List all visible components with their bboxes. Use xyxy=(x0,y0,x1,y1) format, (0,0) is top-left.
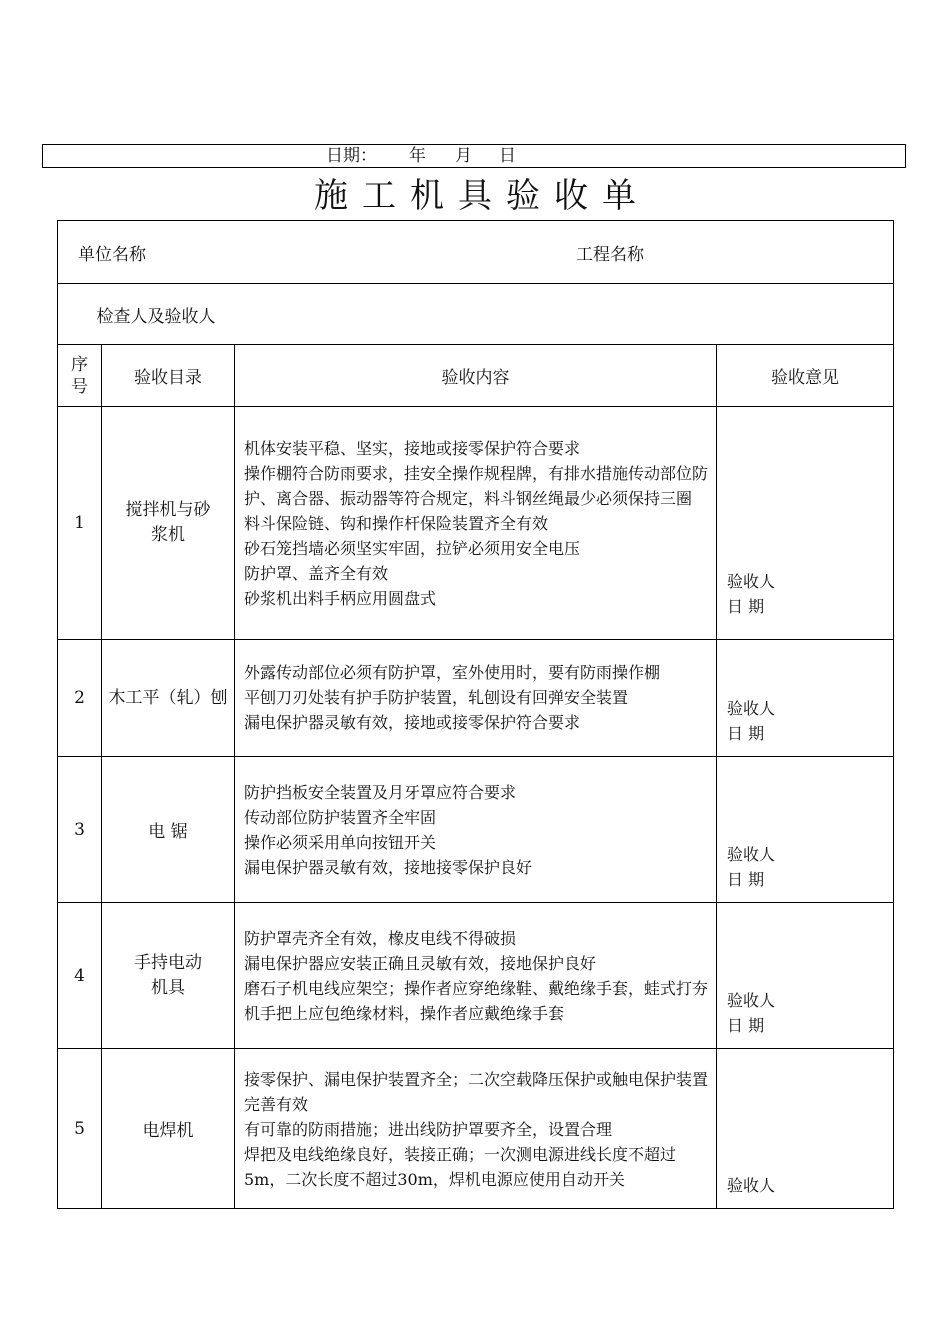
table-row xyxy=(58,640,894,757)
column-header-row xyxy=(58,345,894,407)
row-category: 电焊机 xyxy=(102,1049,235,1209)
date-year-label: 年 xyxy=(409,146,426,166)
acceptor-label: 验收人 xyxy=(727,991,776,1010)
header-row-inspector xyxy=(58,284,894,345)
table-row xyxy=(58,757,894,903)
project-name-label: 工程名称 xyxy=(576,244,644,265)
content-line: 传动部位防护装置齐全牢固 xyxy=(244,808,437,827)
date-line xyxy=(42,144,906,168)
unit-name-field[interactable] xyxy=(166,222,552,283)
column-no: 序号 xyxy=(58,345,102,407)
content-line: 平刨刀刃处装有护手防护装置，轧刨设有回弹安全装置 xyxy=(244,688,629,707)
table-row xyxy=(58,407,894,640)
row-no: 3 xyxy=(58,757,102,903)
row-opinion[interactable] xyxy=(717,1049,894,1209)
column-opinion: 验收意见 xyxy=(717,345,894,407)
date-label: 日 期 xyxy=(727,724,765,743)
content-line: 漏电保护器灵敏有效，接地接零保护良好 xyxy=(244,858,533,877)
row-no: 5 xyxy=(58,1049,102,1209)
column-category: 验收目录 xyxy=(102,345,235,407)
date-day-label: 日 xyxy=(499,146,516,166)
content-line: 外露传动部位必须有防护罩，室外使用时，要有防雨操作棚 xyxy=(244,663,661,682)
content-line: 漏电保护器灵敏有效，接地或接零保护符合要求 xyxy=(244,713,581,732)
date-label: 日期： xyxy=(326,146,377,166)
row-content xyxy=(235,640,717,757)
acceptor-label: 验收人 xyxy=(727,1176,776,1195)
row-content xyxy=(235,1049,717,1209)
row-category: 手持电动机具 xyxy=(102,903,235,1049)
acceptor-label: 验收人 xyxy=(727,845,776,864)
table-row xyxy=(58,903,894,1049)
project-name-field[interactable] xyxy=(668,222,894,283)
table-row xyxy=(58,1049,894,1209)
content-line: 砂浆机出料手柄应用圆盘式 xyxy=(244,588,437,608)
row-content xyxy=(235,757,717,903)
content-line: 操作棚符合防雨要求，挂安全操作规程牌，有排水措施传动部位防护、离合器、振动器等符合规定，料斗钢丝绳最少必须保持三圈 xyxy=(244,463,709,508)
content-line: 操作必须采用单向按钮开关 xyxy=(244,833,437,852)
date-label: 日 期 xyxy=(727,1016,765,1035)
date-label: 日 期 xyxy=(727,597,765,616)
inspector-field[interactable] xyxy=(254,285,894,344)
row-content xyxy=(235,903,717,1049)
content-line: 漏电保护器应安装正确且灵敏有效，接地保护良好 xyxy=(244,954,597,973)
content-line: 磨石子机电线应架空；操作者应穿绝缘鞋、戴绝缘手套，蛙式打夯机手把上应包绝缘材料，操作者应戴绝缘手套 xyxy=(244,979,709,1023)
row-category: 木工平（轧）刨 xyxy=(102,640,235,757)
acceptor-label: 验收人 xyxy=(727,572,776,591)
content-line: 防护挡板安全装置及月牙罩应符合要求 xyxy=(244,783,517,802)
content-line: 机体安装平稳、坚实，接地或接零保护符合要求 xyxy=(244,438,581,458)
acceptance-form xyxy=(57,220,894,1209)
acceptor-label: 验收人 xyxy=(727,699,776,718)
row-opinion[interactable] xyxy=(717,903,894,1049)
unit-name-label: 单位名称 xyxy=(78,244,146,265)
row-content xyxy=(235,407,717,640)
row-category: 电 锯 xyxy=(102,757,235,903)
inspector-label: 检查人及验收人 xyxy=(96,306,216,327)
content-line: 接零保护、漏电保护装置齐全；二次空载降压保护或触电保护装置完善有效 xyxy=(244,1070,709,1114)
content-line: 有可靠的防雨措施；进出线防护罩要齐全，设置合理 xyxy=(244,1120,613,1139)
column-content: 验收内容 xyxy=(235,345,717,407)
row-no: 1 xyxy=(58,407,102,640)
row-opinion[interactable] xyxy=(717,407,894,640)
content-line: 砂石笼挡墙必须坚实牢固，拉铲必须用安全电压 xyxy=(244,538,581,558)
date-label: 日 期 xyxy=(727,870,765,889)
row-opinion[interactable] xyxy=(717,757,894,903)
content-line: 防护罩、盖齐全有效 xyxy=(244,563,389,583)
content-line: 料斗保险链、钩和操作杆保险装置齐全有效 xyxy=(244,513,549,533)
row-no: 2 xyxy=(58,640,102,757)
page-title: 施工机具验收单 xyxy=(314,176,650,216)
row-no: 4 xyxy=(58,903,102,1049)
row-opinion[interactable] xyxy=(717,640,894,757)
row-category: 搅拌机与砂浆机 xyxy=(102,407,235,640)
header-row-unit xyxy=(58,221,894,284)
date-month-label: 月 xyxy=(455,146,472,166)
content-line: 焊把及电线绝缘良好，装接正确；一次测电源进线长度不超过5m，二次长度不超过30m，焊机电源应使用自动开关 xyxy=(244,1145,677,1189)
content-line: 防护罩壳齐全有效，橡皮电线不得破损 xyxy=(244,929,517,948)
